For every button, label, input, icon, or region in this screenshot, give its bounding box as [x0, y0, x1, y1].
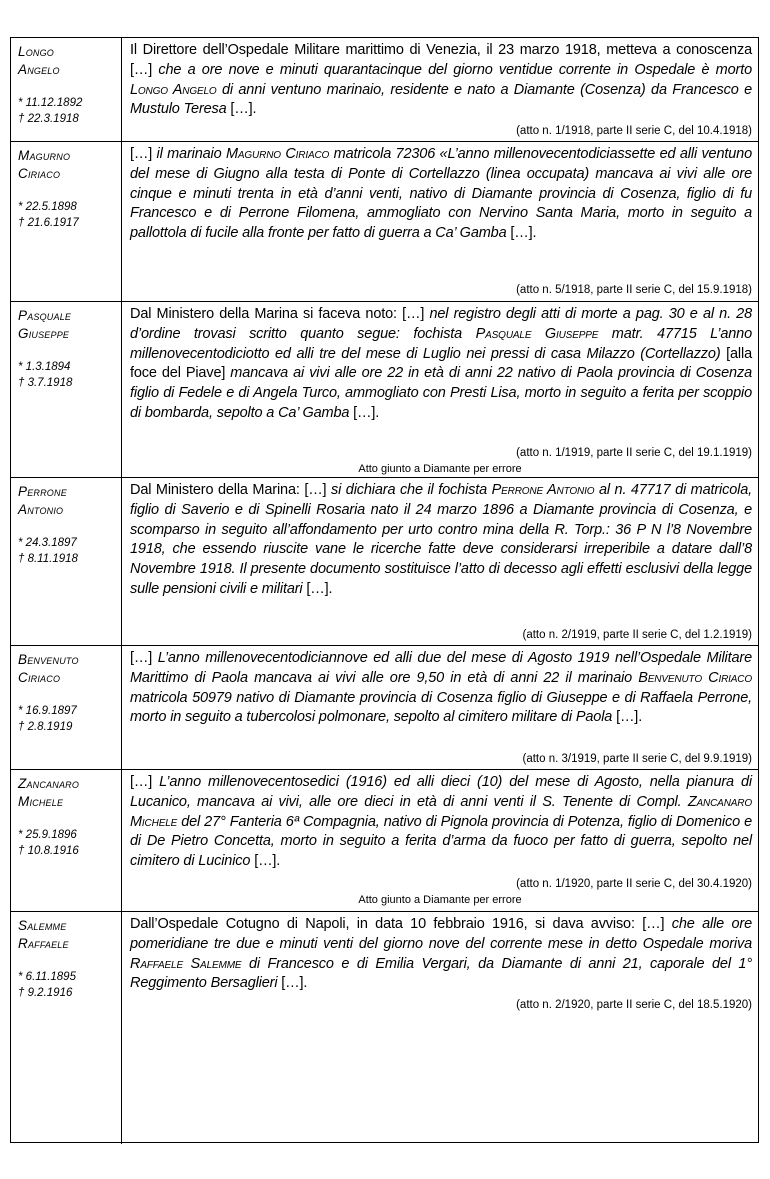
- person-cell: [11, 38, 122, 141]
- record-row: [11, 478, 758, 646]
- person-cell: [11, 646, 122, 769]
- person-cell: [11, 142, 122, 301]
- text-segment: al n. 47717 di matricola, figlio di Saverio e di Spinelli Rosaria nato il 24 marzo 1896 a Diamante provincia di Cosenza, e scomparso in seguito all’affondamento per urto contro mina della R. Torp.: 36 P N l’8 Novembre 1918, che essendo riuscite vane le ricerche fatte deve considerarsi irreperibile a datare dall’8 Novembre 1918. Il presente documento sostituisce l’atto di decesso agli effetti esclusivi della legge sulle pensioni civili e militari: [130, 482, 753, 597]
- text-segment: mancava ai vivi alle ore 22 in età di anni 22 nativo di Paola provincia di Cosenza figlio di Fedele e di Angela Turco, ammogliato con Presti Lisa, morto in seguito a ferita per scoppio di bombarda, sepolto a Ca’ Gamba: [130, 365, 752, 421]
- person-name: [18, 651, 121, 687]
- person-name-inline: Raffaele Salemme: [130, 955, 242, 972]
- person-given-name: Ciriaco: [18, 670, 61, 685]
- record-reference: (atto n. 1/1919, parte II serie C, del 19.1.1919): [516, 447, 752, 459]
- person-name: [18, 775, 121, 811]
- record-reference: (atto n. 1/1918, parte II serie C, del 10.4.1918): [516, 125, 752, 137]
- text-segment: […]: [130, 146, 157, 162]
- death-date: † 2.8.1919: [18, 721, 73, 733]
- text-segment: […].: [506, 225, 537, 242]
- life-dates: [18, 827, 121, 859]
- person-given-name: Antonio: [18, 502, 64, 517]
- person-given-name: Michele: [18, 794, 64, 809]
- life-dates: [18, 535, 121, 567]
- record-reference: (atto n. 5/1918, parte II serie C, del 15.9.1918): [516, 284, 752, 296]
- record-row: [11, 770, 758, 912]
- record-note: Atto giunto a Diamante per errore: [358, 894, 522, 906]
- person-name: [18, 307, 121, 343]
- life-dates: [18, 359, 121, 391]
- text-segment: che alle ore pomeridiane tre due e minuti venti del giorno nove del corrente mese in detto Ospedale moriva: [130, 916, 752, 952]
- person-cell: [11, 770, 122, 911]
- person-name-inline: Perrone Antonio: [491, 482, 595, 498]
- death-date: † 3.7.1918: [18, 377, 73, 389]
- text-segment: […].: [277, 975, 308, 992]
- person-given-name: Angelo: [18, 62, 60, 77]
- text-segment: che a ore nove e minuti quarantacinque del giorno ventidue corrente in Ospedale è morto: [158, 61, 752, 78]
- text-segment: […]: [130, 774, 160, 790]
- record-reference: (atto n. 3/1919, parte II serie C, del 9.9.1919): [522, 753, 752, 765]
- person-cell: [11, 912, 122, 1144]
- text-segment: di Francesco e di Emilia Vergari, da Diamante di anni 21, caporale del 1° Reggimento Bersaglieri: [130, 955, 752, 992]
- person-name-inline: Benvenuto Ciriaco: [638, 669, 752, 686]
- death-date: † 21.6.1917: [18, 217, 79, 229]
- birth-date: * 1.3.1894: [18, 361, 71, 373]
- person-surname: Benvenuto: [18, 652, 79, 667]
- text-segment: [alla foce del Piave]: [130, 345, 752, 382]
- text-segment: […].: [250, 853, 281, 870]
- text-segment: Dall’Ospedale Cotugno di Napoli, in data 10 febbraio 1916, si dava avviso: […]: [130, 916, 672, 932]
- record-row: [11, 142, 758, 302]
- record-cell: [122, 142, 758, 301]
- record-text: [130, 649, 752, 728]
- text-segment: L’anno millenovecentosedici (1916) ed alli dieci (10) del mese di Agosto, nella pianura di Lucanico, mancava ai vivi, alle ore dieci in età di anni venti il S. Tenente di Compl.: [130, 774, 752, 810]
- birth-date: * 16.9.1897: [18, 705, 77, 717]
- life-dates: [18, 703, 121, 735]
- record-reference: (atto n. 2/1920, parte II serie C, del 18.5.1920): [516, 999, 752, 1011]
- person-name: [18, 147, 121, 183]
- text-segment: matr. 47715 L’anno millenovecentodiciotto ed alli tre del mese di Luglio nei pressi di casa Milazzo (Cortellazzo): [130, 325, 752, 362]
- text-segment: […].: [302, 580, 333, 597]
- birth-date: * 22.5.1898: [18, 201, 77, 213]
- person-name: [18, 483, 121, 519]
- record-row: [11, 646, 758, 770]
- text-segment: Il Direttore dell’Ospedale Militare marittimo di Venezia, il 23 marzo 1918, metteva a conoscenza […]: [130, 42, 752, 78]
- text-segment: di anni ventuno marinaio, residente e nato a Diamante (Cosenza) da Francesco e Mustulo Teresa: [130, 81, 752, 118]
- record-cell: [122, 912, 758, 1144]
- record-cell: [122, 302, 758, 477]
- text-segment: matricola 50979 nativo di Diamante provincia di Cosenza figlio di Giuseppe e di Raffaela Perrone, morto in seguito a tubercolosi polmonare, sepolto al cimitero militare di Paola: [130, 689, 752, 726]
- person-name-inline: Magurno Ciriaco: [225, 146, 330, 162]
- text-segment: del 27° Fanteria 6ª Compagnia, nativo di Pignola provincia di Potenza, figlio di Domenico e di De Pietro Concetta, morto in seguito a ferita d’arma da fuoco per fatto di guerra, sepolto nel cimitero di Lucinico: [130, 813, 752, 870]
- record-text: [130, 41, 752, 120]
- person-surname: Zancanaro: [18, 776, 80, 791]
- text-segment: […].: [612, 709, 643, 726]
- person-surname: Magurno: [18, 148, 71, 163]
- person-name-inline: Longo Angelo: [130, 81, 217, 98]
- birth-date: * 6.11.1895: [18, 971, 76, 983]
- person-surname: Pasquale: [18, 308, 72, 323]
- birth-date: * 25.9.1896: [18, 829, 77, 841]
- text-segment: […].: [349, 404, 380, 421]
- record-cell: [122, 646, 758, 769]
- death-date: † 22.3.1918: [18, 113, 79, 125]
- person-name: [18, 43, 121, 79]
- record-reference: (atto n. 2/1919, parte II serie C, del 1.2.1919): [522, 629, 752, 641]
- death-date: † 8.11.1918: [18, 553, 78, 565]
- record-row: [11, 912, 758, 1144]
- record-note: Atto giunto a Diamante per errore: [358, 463, 522, 475]
- person-surname: Longo: [18, 44, 55, 59]
- record-reference: (atto n. 1/1920, parte II serie C, del 30.4.1920): [516, 878, 752, 890]
- text-segment: matricola 72306 «L’anno millenovecentodiciassette ed alli ventuno del mese di Giugno alla testa di Ponte di Cortellazzo (linea occupata) mancava ai vivi alle ore cinque e minuti trenta in età d’anni venti, nativo di Diamante provincia di Cosenza, figlio di fu Francesco e di Perrone Filomena, ammogliato con Nervino Santa Maria, morto in seguito a pallottola di fucile alla fronte per fatto di guerra a Ca’ Gamba: [130, 146, 753, 242]
- record-text: [130, 773, 752, 872]
- death-date: † 10.8.1916: [18, 845, 79, 857]
- text-segment: […].: [226, 101, 257, 118]
- text-segment: L’anno millenovecentodiciannove ed alli due del mese di Agosto 1919 nell’Ospedale Militare Marittimo di Paola mancava ai vivi alle ore 9,50 in età di anni 22 il marinaio: [130, 650, 753, 686]
- death-date: † 9.2.1916: [18, 987, 73, 999]
- person-surname: Perrone: [18, 484, 67, 499]
- text-segment: il marinaio: [156, 146, 226, 162]
- record-text: [130, 305, 752, 424]
- life-dates: [18, 95, 121, 127]
- birth-date: * 11.12.1892: [18, 97, 83, 109]
- record-text: [130, 145, 752, 244]
- text-segment: […]: [130, 650, 158, 666]
- record-text: [130, 915, 752, 994]
- birth-date: * 24.3.1897: [18, 537, 77, 549]
- record-row: [11, 302, 758, 478]
- text-segment: Dal Ministero della Marina: […]: [130, 482, 332, 498]
- person-given-name: Raffaele: [18, 936, 69, 951]
- record-cell: [122, 770, 758, 911]
- record-cell: [122, 478, 758, 645]
- life-dates: [18, 969, 121, 1001]
- record-text: [130, 481, 752, 600]
- text-segment: nel registro degli atti di morte a pag. 30 e al n. 28 d’ordine trovasi scritto quanto segue: fochista: [130, 306, 752, 342]
- record-cell: [122, 38, 758, 141]
- record-row: [11, 38, 758, 142]
- text-segment: si dichiara che il fochista: [331, 482, 492, 498]
- person-given-name: Giuseppe: [18, 326, 70, 341]
- person-name: [18, 917, 121, 953]
- text-segment: Dal Ministero della Marina si faceva noto: […]: [130, 306, 430, 322]
- person-given-name: Ciriaco: [18, 166, 61, 181]
- life-dates: [18, 199, 121, 231]
- person-name-inline: Pasquale Giuseppe: [475, 325, 599, 342]
- person-surname: Salemme: [18, 918, 67, 933]
- person-name-inline: Zancanaro Michele: [130, 793, 752, 830]
- person-cell: [11, 302, 122, 477]
- person-cell: [11, 478, 122, 645]
- death-records-table: [10, 37, 759, 1143]
